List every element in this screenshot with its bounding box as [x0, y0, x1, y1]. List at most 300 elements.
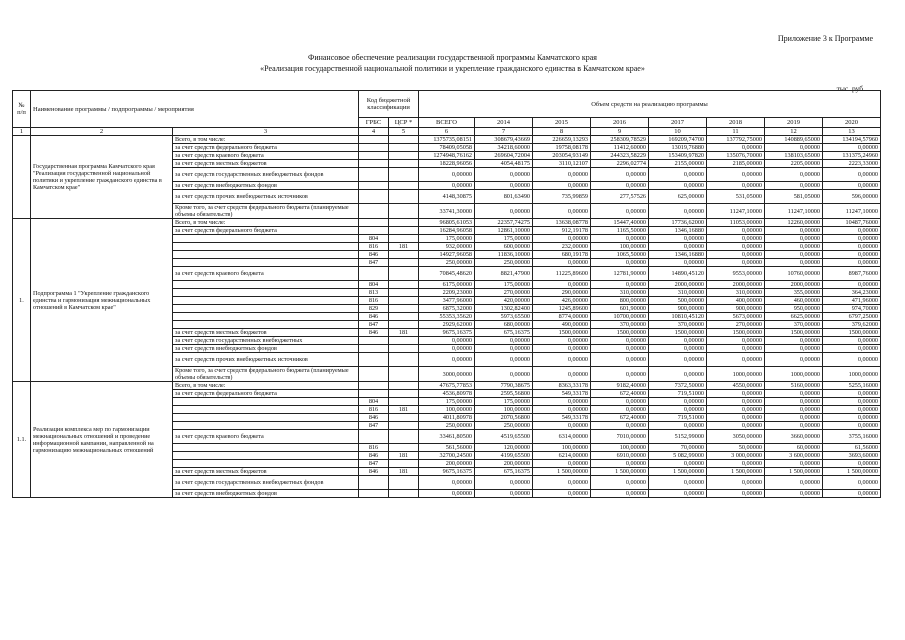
year-value: 13019,76880: [649, 144, 707, 152]
year-value: 0,00000: [591, 476, 649, 490]
row-label: Кроме того, за счет средств федерального бюджета (планируемые объемы обязательств): [173, 204, 359, 219]
year-value: 0,00000: [823, 281, 881, 289]
year-value: 0,00000: [707, 414, 765, 422]
grbs-code: [359, 204, 389, 219]
grbs-code: 847: [359, 321, 389, 329]
grbs-code: [359, 219, 389, 227]
header-name: Наименование программы / подпрограммы / мероприятия: [31, 91, 359, 128]
row-label: [173, 289, 359, 297]
csr-code: [389, 204, 419, 219]
year-value: 0,00000: [765, 398, 823, 406]
year-value: 0,00000: [649, 476, 707, 490]
year-value: 950,00000: [765, 305, 823, 313]
year-value: 1 500,00000: [591, 468, 649, 476]
year-value: 0,00000: [765, 227, 823, 235]
row-label: за счет средств государственных внебюджетных фондов: [173, 476, 359, 490]
year-value: 12861,10000: [475, 227, 533, 235]
csr-code: [389, 422, 419, 430]
year-value: 100,00000: [591, 243, 649, 251]
total-value: 932,00000: [419, 243, 475, 251]
csr-code: [389, 136, 419, 144]
year-value: 1000,00000: [823, 367, 881, 382]
row-label: Всего, в том числе:: [173, 136, 359, 144]
year-value: 0,00000: [765, 414, 823, 422]
year-value: 0,00000: [533, 235, 591, 243]
row-label: [173, 321, 359, 329]
section-name: Реализация комплекса мер по гармонизации межнациональных отношений и проведение информационной кампании, направленной на гармонизацию межнациональных отношений: [31, 382, 173, 498]
year-value: 0,00000: [707, 406, 765, 414]
year-value: 1065,50000: [591, 251, 649, 259]
year-value: 420,00000: [475, 297, 533, 305]
year-value: 0,00000: [707, 243, 765, 251]
header-year: 2020: [823, 118, 881, 128]
header-grbs: ГРБС: [359, 118, 389, 128]
year-value: 0,00000: [823, 345, 881, 353]
total-value: 14927,96058: [419, 251, 475, 259]
year-value: 8987,76000: [823, 267, 881, 281]
year-value: 0,00000: [533, 281, 591, 289]
year-value: 596,00000: [823, 190, 881, 204]
year-value: 0,00000: [475, 353, 533, 367]
table-row: [13, 136, 881, 144]
year-value: 4519,65500: [475, 430, 533, 444]
year-value: 15447,40000: [591, 219, 649, 227]
csr-code: [389, 398, 419, 406]
year-value: 0,00000: [591, 337, 649, 345]
total-value: 78409,05058: [419, 144, 475, 152]
row-label: [173, 305, 359, 313]
year-value: 7010,00000: [591, 430, 649, 444]
year-value: 2223,33000: [823, 160, 881, 168]
year-value: 364,23000: [823, 289, 881, 297]
year-value: 100,00000: [533, 444, 591, 452]
total-value: 0,00000: [419, 182, 475, 190]
table-row: [13, 219, 881, 227]
grbs-code: 846: [359, 414, 389, 422]
year-value: 675,16375: [475, 468, 533, 476]
year-value: 0,00000: [823, 182, 881, 190]
grbs-code: 804: [359, 398, 389, 406]
year-value: 0,00000: [533, 422, 591, 430]
year-value: 600,00000: [475, 243, 533, 251]
csr-code: [389, 190, 419, 204]
year-value: 2000,00000: [649, 281, 707, 289]
year-value: 0,00000: [707, 235, 765, 243]
year-value: 0,00000: [649, 353, 707, 367]
year-value: 5152,99000: [649, 430, 707, 444]
year-value: 100,00000: [591, 444, 649, 452]
year-value: 0,00000: [765, 476, 823, 490]
column-number: 8: [533, 128, 591, 136]
year-value: 1 500,00000: [707, 468, 765, 476]
csr-code: 181: [389, 329, 419, 337]
year-value: 310,00000: [591, 289, 649, 297]
year-value: 0,00000: [823, 398, 881, 406]
year-value: 0,00000: [649, 490, 707, 498]
csr-code: [389, 305, 419, 313]
year-value: 1500,00000: [765, 329, 823, 337]
year-value: 735,99859: [533, 190, 591, 204]
year-value: 11836,10000: [475, 251, 533, 259]
year-value: 244323,58229: [591, 152, 649, 160]
year-value: 4550,00000: [707, 382, 765, 390]
year-value: 4199,65500: [475, 452, 533, 460]
year-value: 1 500,00000: [533, 468, 591, 476]
csr-code: [389, 430, 419, 444]
year-value: 310,00000: [649, 289, 707, 297]
year-value: 2070,56800: [475, 414, 533, 422]
year-value: 6214,00000: [533, 452, 591, 460]
year-value: 0,00000: [533, 337, 591, 345]
grbs-code: 816: [359, 243, 389, 251]
row-label: за счет средств прочих внебюджетных источников: [173, 353, 359, 367]
row-label: [173, 235, 359, 243]
year-value: 11247,10000: [765, 204, 823, 219]
header-year: 2015: [533, 118, 591, 128]
year-value: 12260,00000: [765, 219, 823, 227]
year-value: 200,00000: [475, 460, 533, 468]
row-label: [173, 259, 359, 267]
year-value: 3660,00000: [765, 430, 823, 444]
year-value: 0,00000: [533, 182, 591, 190]
year-value: 0,00000: [707, 422, 765, 430]
year-value: 0,00000: [765, 390, 823, 398]
section-name: Подпрограмма 1 "Укрепление гражданского единства и гармонизация межнациональных отношений в Камчатском крае": [31, 219, 173, 382]
total-value: 561,56000: [419, 444, 475, 452]
total-value: 1375735,08151: [419, 136, 475, 144]
row-label: за счет средств местных бюджетов: [173, 160, 359, 168]
grbs-code: 816: [359, 297, 389, 305]
row-label: за счет средств федерального бюджета: [173, 390, 359, 398]
total-value: 100,00000: [419, 406, 475, 414]
year-value: 175,00000: [475, 398, 533, 406]
csr-code: [389, 345, 419, 353]
year-value: 0,00000: [591, 259, 649, 267]
year-value: 5973,65500: [475, 313, 533, 321]
csr-code: [389, 152, 419, 160]
total-value: 0,00000: [419, 337, 475, 345]
year-value: 11412,60000: [591, 144, 649, 152]
year-value: 900,00000: [649, 305, 707, 313]
year-value: 0,00000: [765, 235, 823, 243]
column-number: 12: [765, 128, 823, 136]
csr-code: [389, 144, 419, 152]
year-value: 0,00000: [823, 235, 881, 243]
year-value: 270,00000: [475, 289, 533, 297]
row-label: за счет средств местных бюджетов: [173, 468, 359, 476]
year-value: 370,00000: [591, 321, 649, 329]
year-value: 258309,78529: [591, 136, 649, 144]
row-label: за счет средств федерального бюджета: [173, 144, 359, 152]
year-value: 0,00000: [649, 243, 707, 251]
year-value: 0,00000: [823, 460, 881, 468]
year-value: 11247,10000: [707, 204, 765, 219]
year-value: 719,51000: [649, 390, 707, 398]
year-value: 0,00000: [533, 168, 591, 182]
year-value: 7372,50000: [649, 382, 707, 390]
year-value: 6625,00000: [765, 313, 823, 321]
year-value: 250,00000: [475, 422, 533, 430]
total-value: 0,00000: [419, 168, 475, 182]
year-value: 0,00000: [707, 390, 765, 398]
year-value: 0,00000: [823, 251, 881, 259]
year-value: 0,00000: [533, 490, 591, 498]
year-value: 11225,89600: [533, 267, 591, 281]
year-value: 0,00000: [475, 182, 533, 190]
row-label: за счет средств местных бюджетов: [173, 329, 359, 337]
year-value: 0,00000: [649, 422, 707, 430]
total-value: 0,00000: [419, 476, 475, 490]
year-value: 131375,24960: [823, 152, 881, 160]
section-number: 1.: [13, 219, 31, 382]
csr-code: [389, 267, 419, 281]
year-value: 0,00000: [533, 460, 591, 468]
year-value: 13638,08778: [533, 219, 591, 227]
year-value: 0,00000: [707, 398, 765, 406]
grbs-code: [359, 267, 389, 281]
year-value: 137792,75000: [707, 136, 765, 144]
grbs-code: 847: [359, 460, 389, 468]
year-value: 379,62000: [823, 321, 881, 329]
total-value: 4011,80978: [419, 414, 475, 422]
title-line-1: Финансовое обеспечение реализации государственной программы Камчатского края: [308, 53, 597, 62]
year-value: 0,00000: [765, 251, 823, 259]
column-number: 13: [823, 128, 881, 136]
year-value: 680,19178: [533, 251, 591, 259]
year-value: 0,00000: [707, 251, 765, 259]
year-value: 0,00000: [591, 353, 649, 367]
grbs-code: [359, 182, 389, 190]
year-value: 1000,00000: [765, 367, 823, 382]
year-value: 0,00000: [823, 243, 881, 251]
year-value: 50,00000: [707, 444, 765, 452]
row-label: [173, 243, 359, 251]
year-value: 22357,74275: [475, 219, 533, 227]
year-value: 1 500,00000: [823, 468, 881, 476]
csr-code: [389, 251, 419, 259]
column-number: 2: [31, 128, 173, 136]
grbs-code: 829: [359, 305, 389, 313]
year-value: 1500,00000: [533, 329, 591, 337]
year-value: 0,00000: [533, 406, 591, 414]
row-label: [173, 406, 359, 414]
row-label: за счет средств внебюджетных фондов: [173, 345, 359, 353]
year-value: 2000,00000: [765, 281, 823, 289]
year-value: 0,00000: [707, 259, 765, 267]
year-value: 900,00000: [707, 305, 765, 313]
year-value: 0,00000: [707, 182, 765, 190]
year-value: 1 500,00000: [649, 468, 707, 476]
year-value: 3755,16000: [823, 430, 881, 444]
year-value: 310,00000: [707, 289, 765, 297]
year-value: 169209,74700: [649, 136, 707, 144]
year-value: 801,63490: [475, 190, 533, 204]
year-value: 0,00000: [591, 422, 649, 430]
year-value: 0,00000: [765, 422, 823, 430]
csr-code: [389, 353, 419, 367]
grbs-code: 846: [359, 313, 389, 321]
year-value: 0,00000: [533, 345, 591, 353]
grbs-code: 846: [359, 468, 389, 476]
row-label: за счет средств прочих внебюджетных источников: [173, 190, 359, 204]
grbs-code: [359, 476, 389, 490]
csr-code: [389, 367, 419, 382]
header-csr: ЦСР *: [389, 118, 419, 128]
year-value: 100,00000: [475, 406, 533, 414]
column-number: 10: [649, 128, 707, 136]
year-value: 0,00000: [707, 337, 765, 345]
year-value: 0,00000: [533, 367, 591, 382]
year-value: 1 500,00000: [765, 468, 823, 476]
year-value: 549,33178: [533, 390, 591, 398]
total-value: 0,00000: [419, 353, 475, 367]
year-value: 70,00000: [649, 444, 707, 452]
year-value: 0,00000: [823, 390, 881, 398]
total-value: 6875,32000: [419, 305, 475, 313]
grbs-code: 804: [359, 235, 389, 243]
year-value: 6314,00000: [533, 430, 591, 444]
grbs-code: [359, 430, 389, 444]
year-value: 10700,00000: [591, 313, 649, 321]
year-value: 0,00000: [707, 476, 765, 490]
year-value: 0,00000: [823, 259, 881, 267]
grbs-code: 846: [359, 329, 389, 337]
year-value: 0,00000: [591, 406, 649, 414]
total-value: 3477,96000: [419, 297, 475, 305]
grbs-code: [359, 190, 389, 204]
year-value: 672,40000: [591, 414, 649, 422]
year-value: 490,00000: [533, 321, 591, 329]
year-value: 0,00000: [591, 460, 649, 468]
year-value: 0,00000: [591, 281, 649, 289]
year-value: 0,00000: [591, 235, 649, 243]
row-label: [173, 460, 359, 468]
year-value: 134194,57960: [823, 136, 881, 144]
total-value: 33461,80500: [419, 430, 475, 444]
year-value: 680,00000: [475, 321, 533, 329]
grbs-code: 847: [359, 422, 389, 430]
csr-code: [389, 182, 419, 190]
year-value: 5673,00000: [707, 313, 765, 321]
grbs-code: [359, 490, 389, 498]
column-number: 4: [359, 128, 389, 136]
year-value: 7790,38675: [475, 382, 533, 390]
year-value: 277,57526: [591, 190, 649, 204]
row-label: [173, 452, 359, 460]
year-value: 8363,33178: [533, 382, 591, 390]
year-value: 5160,00000: [765, 382, 823, 390]
year-value: 0,00000: [707, 490, 765, 498]
header-year: 2016: [591, 118, 649, 128]
section-number: 1.1.: [13, 382, 31, 498]
year-value: 370,00000: [765, 321, 823, 329]
year-value: 500,00000: [649, 297, 707, 305]
year-value: 1000,00000: [707, 367, 765, 382]
year-value: 0,00000: [823, 337, 881, 345]
row-label: за счет средств краевого бюджета: [173, 430, 359, 444]
year-value: 0,00000: [475, 345, 533, 353]
year-value: 0,00000: [649, 367, 707, 382]
year-value: 0,00000: [765, 460, 823, 468]
row-label: [173, 422, 359, 430]
grbs-code: 813: [359, 289, 389, 297]
year-value: 0,00000: [533, 204, 591, 219]
row-label: [173, 297, 359, 305]
year-value: 625,00000: [649, 190, 707, 204]
year-value: 0,00000: [649, 204, 707, 219]
header-total: ВСЕГО: [419, 118, 475, 128]
grbs-code: [359, 353, 389, 367]
csr-code: [389, 281, 419, 289]
year-value: 601,90000: [591, 305, 649, 313]
year-value: 0,00000: [475, 367, 533, 382]
year-value: 471,96000: [823, 297, 881, 305]
year-value: 14890,45120: [649, 267, 707, 281]
year-value: 8774,00000: [533, 313, 591, 321]
year-value: 3050,00000: [707, 430, 765, 444]
year-value: 0,00000: [823, 144, 881, 152]
year-value: 0,00000: [591, 345, 649, 353]
column-number: 7: [475, 128, 533, 136]
year-value: 0,00000: [823, 406, 881, 414]
year-value: 226659,13293: [533, 136, 591, 144]
year-value: 138103,65000: [765, 152, 823, 160]
year-value: 8821,47900: [475, 267, 533, 281]
year-value: 0,00000: [649, 168, 707, 182]
csr-code: [389, 219, 419, 227]
title-line-2: «Реализация государственной национальной политики и укрепление гражданского единства в Камчатском крае»: [260, 64, 645, 73]
row-label: Кроме того, за счет средств федерального бюджета (планируемые объемы обязательств): [173, 367, 359, 382]
total-value: 0,00000: [419, 345, 475, 353]
year-value: 6910,00000: [591, 452, 649, 460]
year-value: 1165,50000: [591, 227, 649, 235]
year-value: 140889,65000: [765, 136, 823, 144]
year-value: 0,00000: [591, 490, 649, 498]
year-value: 0,00000: [823, 168, 881, 182]
year-value: 0,00000: [765, 259, 823, 267]
grbs-code: [359, 337, 389, 345]
year-value: 175,00000: [475, 235, 533, 243]
total-value: 1274948,76162: [419, 152, 475, 160]
column-number: 3: [173, 128, 359, 136]
year-value: 0,00000: [765, 490, 823, 498]
header-no: № п/п: [13, 91, 31, 128]
year-value: 0,00000: [707, 460, 765, 468]
year-value: 0,00000: [475, 490, 533, 498]
csr-code: 181: [389, 243, 419, 251]
year-value: 0,00000: [475, 337, 533, 345]
total-value: 9675,16375: [419, 468, 475, 476]
section-number: [13, 136, 31, 219]
year-value: 2185,00000: [707, 160, 765, 168]
year-value: 153409,97820: [649, 152, 707, 160]
appendix-note: Приложение 3 к Программе: [777, 34, 873, 43]
year-value: 426,00000: [533, 297, 591, 305]
document-title: [0, 52, 905, 74]
year-value: 719,51000: [649, 414, 707, 422]
financing-table: [12, 90, 881, 498]
row-label: за счет средств федерального бюджета: [173, 227, 359, 235]
column-number: 11: [707, 128, 765, 136]
grbs-code: 846: [359, 251, 389, 259]
total-value: 96805,61053: [419, 219, 475, 227]
row-label: [173, 281, 359, 289]
year-value: 0,00000: [649, 337, 707, 345]
total-value: 33741,30000: [419, 204, 475, 219]
year-value: 800,00000: [591, 297, 649, 305]
grbs-code: [359, 227, 389, 235]
csr-code: 181: [389, 468, 419, 476]
